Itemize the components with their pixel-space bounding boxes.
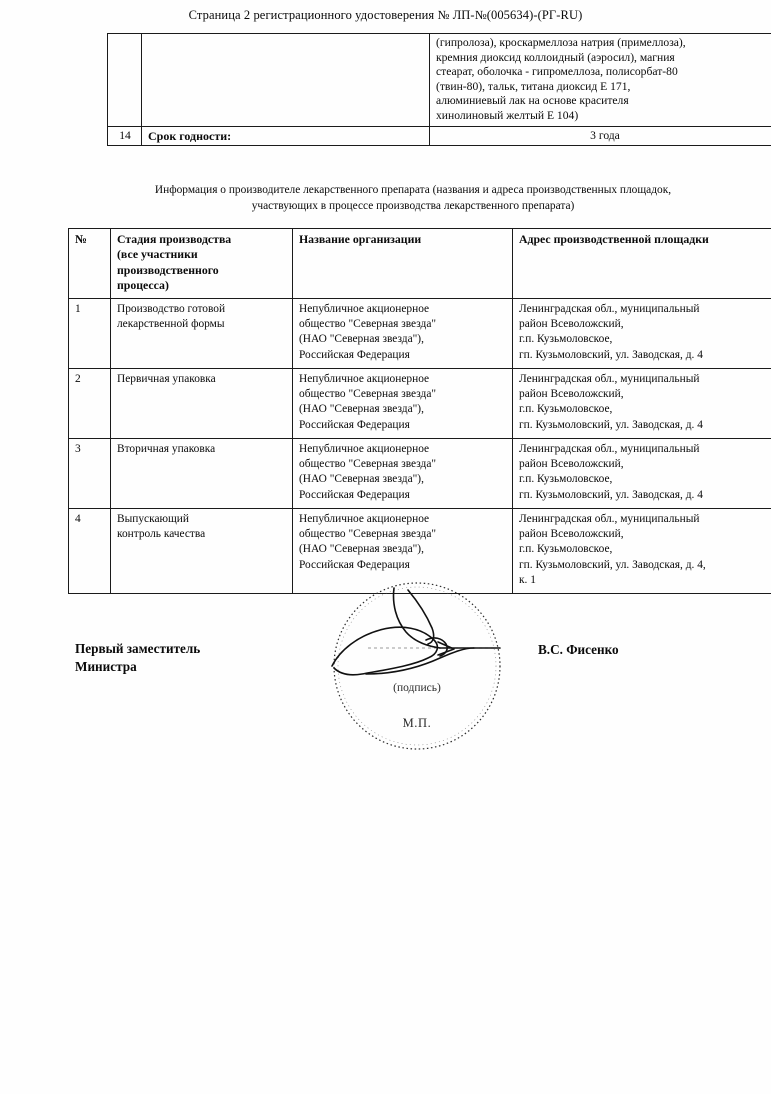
stage-line: Вторичная упаковка	[117, 442, 216, 455]
org-line: Российская Федерация	[299, 418, 410, 431]
signatory-name: В.С. Фисенко	[538, 642, 619, 657]
cell-stage	[111, 438, 293, 508]
address-line: район Всеволожский,	[519, 388, 624, 401]
cell-organization	[293, 368, 513, 438]
address-line: г.п. Кузьмоловское,	[519, 333, 613, 346]
org-line: (НАО "Северная звезда"),	[299, 333, 424, 346]
address-line: гп. Кузьмоловский, ул. Заводская, д. 4,	[519, 558, 706, 571]
address-line: Ленинградская обл., муниципальный	[519, 302, 700, 315]
org-line: общество "Северная звезда"	[299, 528, 437, 541]
org-line: общество "Северная звезда"	[299, 318, 437, 331]
stage-line: Производство готовой	[117, 302, 226, 315]
signature-caption: (подпись)	[393, 682, 441, 694]
org-line: Российская Федерация	[299, 348, 410, 361]
header-line: производственного	[117, 262, 219, 277]
address-line: Ленинградская обл., муниципальный	[519, 372, 700, 385]
ingredients-line: (твин-80), тальк, титана диоксид Е 171,	[436, 79, 631, 93]
cell-address	[513, 368, 771, 438]
ingredients-line: хинолиновый желтый Е 104)	[436, 108, 579, 122]
cell-row-number: 4	[69, 508, 111, 593]
address-line: Ленинградская обл., муниципальный	[519, 442, 700, 455]
continued-details-table	[107, 33, 771, 146]
address-line: г.п. Кузьмоловское,	[519, 403, 613, 416]
org-line: общество "Северная звезда"	[299, 388, 437, 401]
table-row-ingredients	[108, 34, 771, 127]
cell-row-number: 14	[108, 126, 142, 146]
table-row-shelf-life	[108, 126, 771, 146]
intro-line: участвующих в процессе производства лекарственного препарата)	[251, 200, 575, 212]
table-row	[69, 298, 771, 368]
stage-line: Первичная упаковка	[117, 372, 216, 385]
ingredients-line: кремния диоксид коллоидный (аэросил), магния	[436, 50, 675, 64]
ingredients-line: (гипролоза), кроскармеллоза натрия (примеллоза),	[436, 36, 686, 49]
address-line: гп. Кузьмоловский, ул. Заводская, д. 4	[519, 348, 703, 361]
address-line: район Всеволожский,	[519, 458, 624, 471]
table-row	[69, 368, 771, 438]
cell-number-empty	[108, 34, 142, 127]
manufacturer-sites-table	[68, 228, 771, 594]
cell-shelf-life-label: Срок годности:	[142, 126, 430, 146]
cell-row-number: 1	[69, 298, 111, 368]
signatory-title-line: Министра	[75, 659, 137, 674]
column-header-number: №	[69, 229, 111, 299]
seal-place-label: М.П.	[402, 716, 432, 730]
header-line: (все участники	[117, 247, 198, 262]
cell-row-number: 2	[69, 368, 111, 438]
address-line: гп. Кузьмоловский, ул. Заводская, д. 4	[519, 418, 703, 431]
cell-stage	[111, 298, 293, 368]
address-line: г.п. Кузьмоловское,	[519, 543, 613, 556]
org-line: общество "Северная звезда"	[299, 458, 437, 471]
stage-line: лекарственной формы	[117, 318, 225, 331]
handwritten-signature-mark	[332, 588, 500, 675]
org-line: Непубличное акционерное	[299, 442, 430, 455]
column-header-stage	[111, 229, 293, 299]
ingredients-line: стеарат, оболочка - гипромеллоза, полисорбат-80	[436, 65, 678, 79]
cell-shelf-life-value: 3 года	[430, 126, 771, 146]
table-header-row	[69, 229, 771, 299]
org-line: Непубличное акционерное	[299, 512, 430, 525]
table-row	[69, 438, 771, 508]
header-line: процесса)	[117, 278, 169, 293]
address-line: г.п. Кузьмоловское,	[519, 473, 613, 486]
address-line: Ленинградская обл., муниципальный	[519, 512, 700, 525]
manufacturer-info-intro	[68, 182, 758, 214]
signatory-title	[75, 640, 200, 676]
org-line: Непубличное акционерное	[299, 372, 430, 385]
signatory-title-line: Первый заместитель	[75, 641, 201, 656]
stage-line: Выпускающий	[117, 512, 189, 525]
cell-address	[513, 438, 771, 508]
org-line: (НАО "Северная звезда"),	[299, 473, 424, 486]
address-line: район Всеволожский,	[519, 528, 624, 541]
address-line: район Всеволожский,	[519, 318, 624, 331]
cell-organization	[293, 438, 513, 508]
column-header-organization: Название организации	[293, 229, 513, 299]
stage-line: контроль качества	[117, 528, 206, 541]
cell-address	[513, 508, 771, 593]
org-line: Российская Федерация	[299, 488, 410, 501]
header-line: Стадия производства	[117, 232, 232, 246]
cell-stage	[111, 508, 293, 593]
cell-row-number: 3	[69, 438, 111, 508]
address-line: к. 1	[519, 574, 536, 587]
cell-ingredients	[430, 34, 771, 127]
cell-stage	[111, 368, 293, 438]
address-line: гп. Кузьмоловский, ул. Заводская, д. 4	[519, 488, 703, 501]
org-line: (НАО "Северная звезда"),	[299, 543, 424, 556]
intro-line: Информация о производителе лекарственного препарата (названия и адреса производственных площадок,	[154, 184, 672, 196]
org-line: (НАО "Северная звезда"),	[299, 403, 424, 416]
ingredients-line: алюминиевый лак на основе красителя	[436, 94, 629, 108]
cell-organization	[293, 298, 513, 368]
org-line: Российская Федерация	[299, 558, 410, 571]
org-line: Непубличное акционерное	[299, 302, 430, 315]
cell-label-empty	[142, 34, 430, 127]
official-seal-stamp	[322, 578, 512, 754]
page-title: Страница 2 регистрационного удостоверения № ЛП-№(005634)-(РГ-RU)	[188, 8, 583, 22]
column-header-address: Адрес производственной площадки	[513, 229, 771, 299]
cell-address	[513, 298, 771, 368]
